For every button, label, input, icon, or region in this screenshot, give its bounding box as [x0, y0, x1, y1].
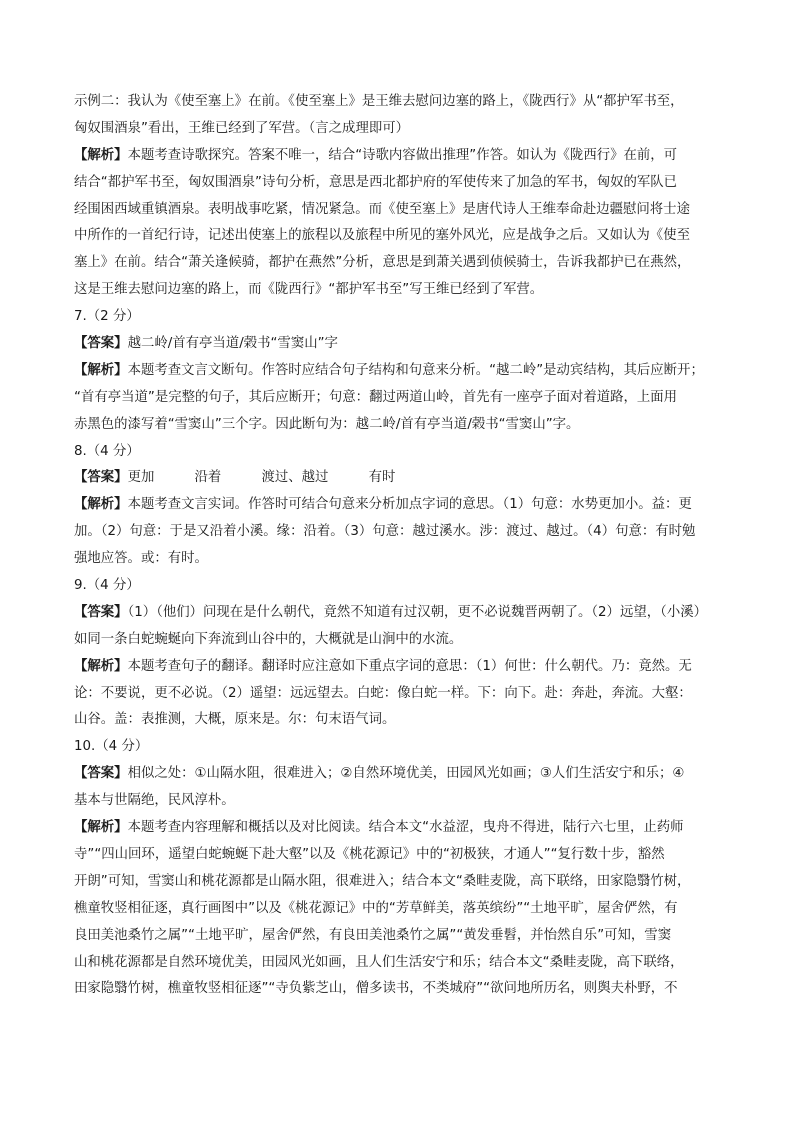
text-line [74, 465, 720, 492]
text-line [74, 546, 720, 573]
text-line [74, 707, 720, 734]
section-tag: 【答案】 [74, 766, 128, 782]
text-line [74, 950, 720, 977]
line-text: “首有亭当道”是完整的句子，其后应断开；句意：翻过两道山岭，首先有一座亭子面对着道路，上面用 [74, 389, 678, 405]
text-line [74, 492, 720, 519]
text-line [74, 815, 720, 842]
text-line [74, 761, 720, 788]
line-text: 强地应答。或：有时。 [74, 551, 208, 567]
text-line [74, 277, 720, 304]
line-text: 结合“都护军书至，匈奴围酒泉”诗句分析，意思是西北都护府的军使传来了加急的军书，匈奴的军队已 [74, 174, 678, 190]
line-text: （1）（他们）问现在是什么朝代，竟然不知道有过汉朝，更不必说魏晋两朝了。（2）远望，（小溪） [127, 604, 707, 620]
text-line [74, 412, 720, 439]
section-tag: 【解析】 [74, 147, 128, 163]
line-text: 开朗”可知，雪窦山和桃花源都是山隔水阻，很难进入；结合本文“桑畦麦陇，高下联络，田家隐翳竹树， [74, 873, 691, 889]
line-text: 本题考查内容理解和概括以及对比阅读。结合本文“水益涩，曳舟不得进，陆行六七里，止药师 [127, 820, 684, 836]
text-line [74, 358, 720, 385]
text-line [74, 116, 720, 143]
line-text: 中所作的一首纪行诗，记述出使塞上的旅程以及旅程中所见的塞外风光，应是战争之后。又如认为《使至 [74, 228, 690, 244]
section-tag: 【解析】 [74, 362, 128, 378]
text-line [74, 788, 720, 815]
line-text: 本题考查句子的翻译。翻译时应注意如下重点字词的意思：（1）何世：什么朝代。乃：竟然。无 [127, 658, 692, 674]
text-line [74, 896, 720, 923]
line-text: 本题考查诗歌探究。答案不唯一，结合“诗歌内容做出推理”作答。如认为《陇西行》在前，可 [127, 147, 678, 163]
line-text: 塞上》在前。结合“萧关逢候骑，都护在燕然”分析，意思是到萧关遇到侦候骑士，告诉我都护已在燕然， [74, 255, 691, 271]
line-text: 樵童牧竖相征逐，真行画图中”以及《桃花源记》中的“芳草鲜美，落英缤纷”“土地平旷，屋舍俨然，有 [74, 900, 678, 916]
line-text: 这是王维去慰问边塞的路上，而《陇西行》“都护军书至”写王维已经到了军营。 [74, 282, 544, 298]
line-text: 基本与世隔绝，民风淳朴。 [74, 793, 235, 809]
line-text: 本题考查文言文断句。作答时应结合句子结构和句意来分析。“越二岭”是动宾结构，其后应断开； [127, 362, 704, 378]
text-line [74, 976, 720, 1003]
text-line [74, 519, 720, 546]
line-text: 寺”“四山回环，遥望白蛇蜿蜒下赴大壑”以及《桃花源记》中的“初极狭，才通人”“复行数十步，豁然 [74, 846, 665, 862]
text-line [74, 923, 720, 950]
line-text: 示例二：我认为《使至塞上》在前。《使至塞上》是王维去慰问边塞的路上，《陇西行》从“都护军书至， [74, 94, 684, 109]
text-line [74, 170, 720, 197]
line-text: 7.（2 分） [74, 309, 140, 325]
text-line [74, 304, 720, 331]
text-line [74, 681, 720, 708]
text-line [74, 869, 720, 896]
line-text: 更加 沿着 渡过、越过 有时 [127, 470, 396, 486]
text-line [74, 385, 720, 412]
line-text: 赤黑色的漆写着“雪窦山”三个字。因此断句为：越二岭/首有亭当道/榖书“雪窦山”字。 [74, 416, 580, 432]
line-text: 山谷。盖：表推测，大概，原来是。尔：句末语气词。 [74, 712, 396, 728]
text-line [74, 573, 720, 600]
text-line [74, 89, 720, 116]
text-line [74, 654, 720, 681]
text-line [74, 331, 720, 358]
text-line [74, 627, 720, 654]
text-line [74, 143, 720, 170]
line-text: 10.（4 分） [74, 739, 149, 755]
line-text: 经围困西域重镇酒泉。表明战事吃紧，情况紧急。而《使至塞上》是唐代诗人王维奉命赴边疆慰问将士途 [74, 201, 690, 217]
text-line [74, 223, 720, 250]
section-tag: 【答案】 [74, 470, 128, 486]
text-line [74, 842, 720, 869]
text-line [74, 734, 720, 761]
line-text: 山和桃花源都是自然环境优美，田园风光如画，且人们生活安宁和乐；结合本文“桑畦麦陇，高下联络， [74, 954, 684, 970]
text-line [74, 439, 720, 466]
line-text: 论：不要说，更不必说。（2）遥望：远远望去。白蛇：像白蛇一样。下：向下。赴：奔赴，奔流。大壑： [74, 685, 692, 701]
line-text: 越二岭/首有亭当道/榖书“雪窦山”字 [127, 336, 338, 352]
line-text: 良田美池桑竹之属”“土地平旷，屋舍俨然，有良田美池桑竹之属”“黄发垂髫，并怡然自乐”可知，雪窦 [74, 927, 672, 943]
text-line [74, 197, 720, 224]
line-text: 匈奴围酒泉”看出，王维已经到了军营。（言之成理即可） [74, 120, 410, 136]
line-text: 本题考查文言实词。作答时可结合句意来分析加点字词的意思。（1）句意：水势更加小。益：更 [127, 497, 692, 513]
text-line [74, 250, 720, 277]
section-tag: 【解析】 [74, 658, 128, 674]
section-tag: 【答案】 [74, 604, 128, 620]
text-line [74, 600, 720, 627]
section-tag: 【解析】 [74, 497, 128, 513]
line-text: 如同一条白蛇蜿蜒向下奔流到山谷中的，大概就是山涧中的水流。 [74, 631, 463, 647]
section-tag: 【答案】 [74, 336, 128, 352]
section-tag: 【解析】 [74, 820, 128, 836]
line-text: 8.（4 分） [74, 443, 140, 459]
line-text: 相似之处：①山隔水阻，很难进入；②自然环境优美，田园风光如画；③人们生活安宁和乐；④ [127, 766, 685, 782]
answer-analysis-body [74, 89, 720, 1003]
line-text: 9.（4 分） [74, 578, 140, 594]
line-text: 田家隐翳竹树，樵童牧竖相征逐”“寺负紫芝山，僧多读书，不类城府”“欲问地所历名，则舆夫朴野，不 [74, 981, 678, 997]
line-text: 加。（2）句意：于是又沿着小溪。缘：沿着。（3）句意：越过溪水。涉：渡过、越过。（4）句意：有时勉 [74, 524, 696, 540]
